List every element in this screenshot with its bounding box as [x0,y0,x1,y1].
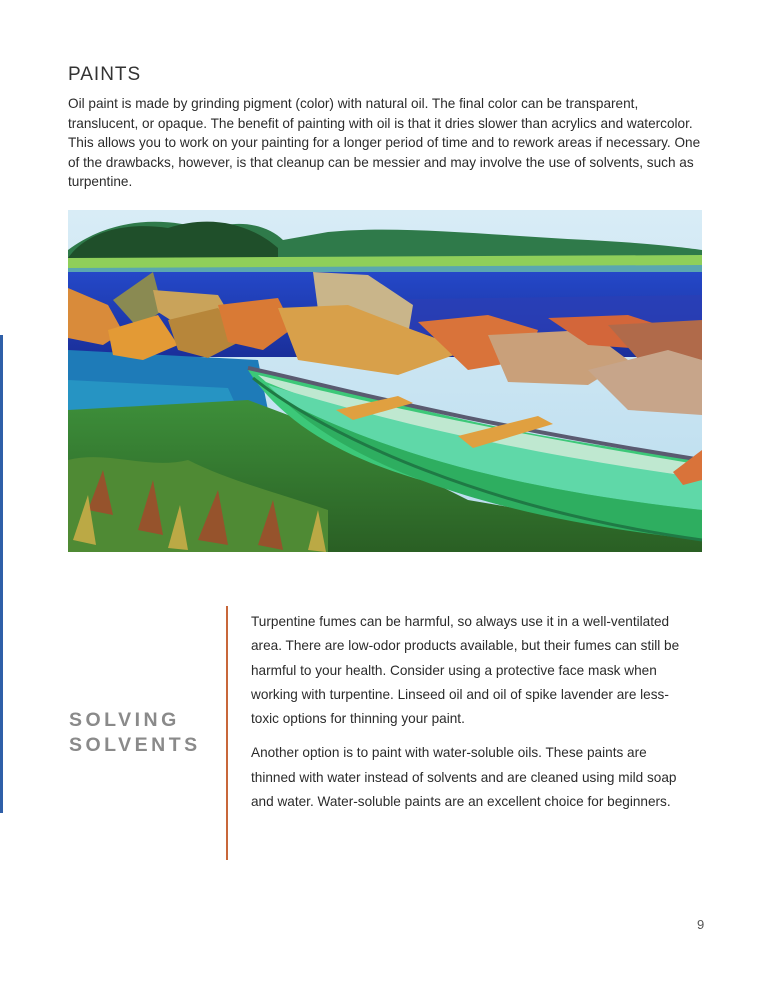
sidebar-title-line-2: SOLVENTS [69,734,201,756]
sidebar-body [251,610,681,824]
intro-paragraph: Oil paint is made by grinding pigment (color) with natural oil. The final color can be transparent, translucent, or opaque. The benefit of painting with oil is that it dries slower than acrylics and watercolor. This allows you to work on your painting for a longer period of time and to rework areas if necessary. One of the drawbacks, however, is that cleanup can be messier and may involve the use of solvents, such as turpentine. [68,96,701,189]
page-edge-rule [0,335,3,813]
sidebar-paragraph-1: Turpentine fumes can be harmful, so always use it in a well-ventilated area. There are low-odor products available, but their fumes can still be harmful to your health. Consider using a protective face mask when working with turpentine. Linseed oil and oil of spike lavender are less-toxic options for thinning your paint. [251,614,680,727]
sidebar-divider [226,606,228,860]
sidebar-title-line-1: SOLVING [69,709,180,731]
page-number: 9 [697,917,705,932]
section-title: PAINTS [68,64,142,85]
boat-painting-image [68,210,702,552]
sidebar-paragraph-2: Another option is to paint with water-soluble oils. These paints are thinned with water instead of solvents and are cleaned using mild soap and water. Water-soluble paints are an excellent choice for beginners. [251,745,677,810]
sidebar-title [69,708,201,758]
